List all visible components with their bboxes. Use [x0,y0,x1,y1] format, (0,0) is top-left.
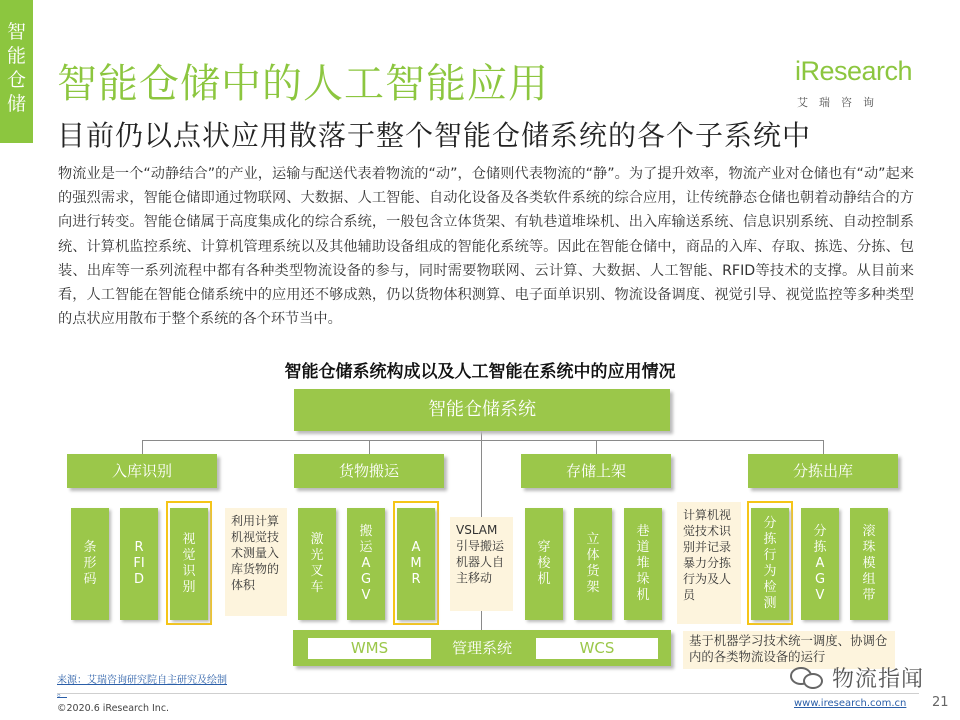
leaf-label: 滚珠模组带 [862,524,876,603]
management-system-label: 管理系统 [451,639,512,657]
category-node: 分拣出库 [748,454,898,488]
connector-line [142,440,143,454]
connector-line [823,440,824,454]
leaf-node [525,508,563,620]
wms-box: WMS [308,638,431,659]
leaf-node [170,508,208,620]
section-tab [0,0,33,143]
logo-subtext: 艾瑞咨询 [797,96,885,109]
footer-divider [57,693,919,694]
leaf-node [624,508,662,620]
connector-line [596,440,597,454]
connector-line [369,440,370,454]
leaf-node [71,508,109,620]
leaf-label: 分拣行为检测 [763,516,777,611]
page-subtitle: 目前仍以点状应用散落于整个智能仓储系统的各个子系统中 [57,119,812,152]
iresearch-logo [795,56,920,110]
source-note-continued[interactable] [57,684,67,699]
category-node: 货物搬运 [294,454,444,488]
leaf-node [801,508,839,620]
leaf-label: 条形码 [83,540,97,587]
logo-wordmark: iResearch [795,56,913,86]
leaf-node [751,508,789,620]
ai-note-volume: 利用计算机视觉技术测量入库货物的体积 [225,508,287,616]
category-node: 存储上架 [521,454,671,488]
section-tab-char: 仓 [6,69,26,91]
root-node: 智能仓储系统 [294,389,670,431]
leaf-label: 立体货架 [586,532,600,595]
category-node: 入库识别 [67,454,217,488]
leaf-node [850,508,888,620]
section-tab-char: 能 [6,45,26,67]
leaf-label: 搬运AGV [359,524,373,603]
ai-note-scheduling: 基于机器学习技术统一调度、协调仓内的各类物流设备的运行 [683,631,895,669]
page-number: 21 [932,695,949,710]
section-tab-char: 储 [6,93,26,115]
leaf-node [120,508,158,620]
copyright: ©2020.6 iResearch Inc. [57,703,170,714]
ai-note-vslam: VSLAM引导搬运机器人自主移动 [450,517,513,611]
wcs-box: WCS [536,638,658,659]
page-title: 智能仓储中的人工智能应用 [57,61,549,107]
leaf-label: 视觉识别 [182,532,196,595]
leaf-label: RFID [133,540,145,587]
section-tab-char: 智 [6,21,26,43]
watermark [790,662,924,693]
leaf-label: 巷道堆垛机 [636,524,650,603]
leaf-node [347,508,385,620]
leaf-label: 分拣AGV [813,524,827,603]
leaf-node [397,508,435,620]
leaf-node [298,508,336,620]
source-note[interactable]: 来源：艾瑞咨询研究院自主研究及绘制 [57,675,227,686]
leaf-label: AMR [410,540,422,587]
body-paragraph: 物流业是一个“动静结合”的产业，运输与配送代表着物流的“动”，仓储则代表物流的“静”。为了提升效率，物流产业对仓储也有“动”起来的强烈需求，智能仓储即通过物联网、大数据、人工智能、自动化设备及各类软件系统的综合应用，让传统静态仓储也朝着动静结合的方向进行转变。智能仓储属于高度集成化的综合系统，一般包含立体货架、有轨巷道堆垛机、出入库输送系统、信息识别系统、自动控制系统、计算机监控系统、计算机管理系统以及其他辅助设备组成的智能化系统等。因此在智能仓储中，商品的入库、存取、拣选、分拣、包装、出库等一系列流程中都有各种类型物流设备的参与，同时需要物联网、云计算、大数据、人工智能、RFID等技术的支撑。从目前来看，人工智能在智能仓储系统中的应用还不够成熟，仍以货物体积测算、电子面单识别、物流设备调度、视觉引导、视觉监控等多种类型的点状应用散布于整个系统的各个环节当中。 [58,166,914,328]
wechat-icon [790,665,826,691]
leaf-label: 激光叉车 [310,532,324,595]
watermark-text: 物流指闻 [832,667,925,692]
connector-line [142,440,824,441]
ai-note-behavior: 计算机视觉技术识别并记录暴力分拣行为及人员 [677,502,741,624]
leaf-node [574,508,612,620]
website-link[interactable]: www.iresearch.com.cn [794,698,907,709]
management-system-bar [293,630,671,666]
leaf-label: 穿梭机 [537,540,551,587]
diagram-title: 智能仓储系统构成以及人工智能在系统中的应用情况 [284,362,676,382]
